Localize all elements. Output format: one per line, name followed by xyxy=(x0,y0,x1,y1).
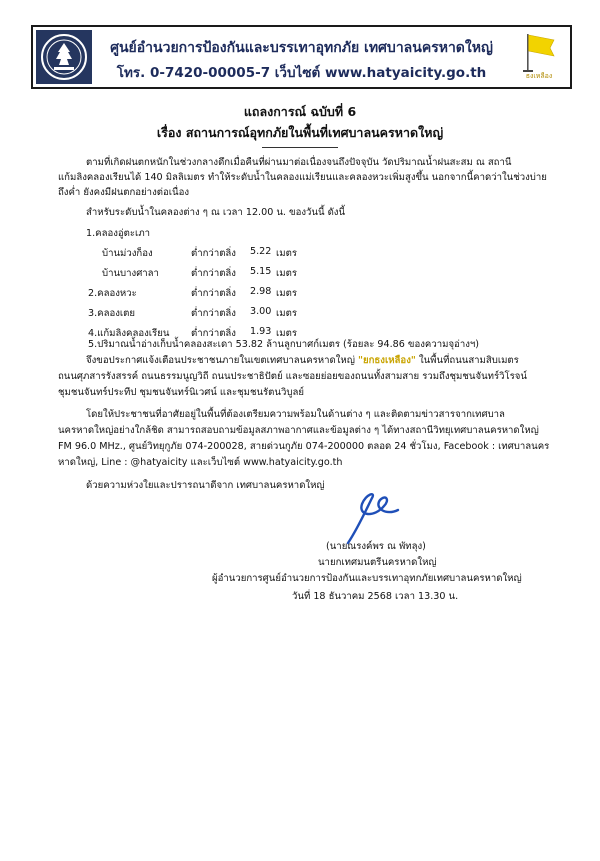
level-status: ต่ำกว่าตลิ่ง xyxy=(191,268,236,279)
yellow-flag-text: "ยกธงเหลือง" xyxy=(357,355,416,366)
municipality-logo xyxy=(36,30,92,84)
warning-line-3: ชุมชนจันทร์ประทีป ชุมชนจันทร์นิเวศน์ และชุมชนรัตนวิบูลย์ xyxy=(58,387,304,398)
letterhead xyxy=(31,25,572,89)
warning-tail: ในพื้นที่ถนนสามสิบเมตร xyxy=(415,355,519,366)
level-name: 1.คลองอู่ตะเภา xyxy=(86,228,151,239)
warning-line-1 xyxy=(86,353,519,368)
reservoir-line: 5.ปริมาณน้ำอ่างเก็บน้ำคลองสะเดา 53.82 ล้านลูกบาศก์เมตร (ร้อยละ 94.86 ของความจุอ่างฯ) xyxy=(88,339,480,350)
announcement-number: แถลงการณ์ ฉบับที่ 6 xyxy=(243,104,357,119)
signing-date: วันที่ 18 ธันวาคม 2568 เวลา 13.30 น. xyxy=(292,591,459,602)
signer-position: นายกเทศมนตรีนครหาดใหญ่ xyxy=(318,557,437,568)
level-name: บ้านม่วงก็อง xyxy=(102,248,153,259)
intro-line-3: ถึงค่ำ ยังคงมีฝนตกอย่างต่อเนื่อง xyxy=(58,187,190,198)
warning-lead: จึงขอประกาศแจ้งเตือนประชาชนภายในเขตเทศบาลนครหาดใหญ่ xyxy=(86,355,358,366)
level-value: 1.93 xyxy=(250,326,272,337)
yellow-flag-icon xyxy=(512,30,566,84)
level-value: 5.15 xyxy=(250,266,272,277)
level-unit: เมตร xyxy=(276,268,297,279)
level-name: 4.แก้มลิงคลองเรียน xyxy=(88,328,170,339)
center-name: ศูนย์อำนวยการป้องกันและบรรเทาอุทกภัย เทศบาลนครหาดใหญ่ xyxy=(110,40,493,56)
signer-name: (นายณรงค์พร ณ พัทลุง) xyxy=(326,541,426,552)
announcement-subject: เรื่อง สถานการณ์อุทกภัยในพื้นที่เทศบาลนครหาดใหญ่ xyxy=(156,125,444,140)
contact-line: โทร. 0-7420-00005-7 เว็บไซต์ www.hatyaicity.go.th xyxy=(116,65,487,81)
level-unit: เมตร xyxy=(276,328,297,339)
level-name: บ้านบางศาลา xyxy=(102,268,159,279)
advice-line-1: โดยให้ประชาชนที่อาศัยอยู่ในพื้นที่ต้องเตรียมความพร้อมในด้านต่าง ๆ และติดตามข่าวสารจากเทศบาล xyxy=(86,409,505,420)
warning-line-2: ถนนศุภสารรังสรรค์ ถนนธรรมนูญวิถี ถนนประชาธิปัตย์ และซอยย่อยของถนนทั้งสามสาย รวมถึงชุมชนจันทร์วิโรจน์ xyxy=(58,371,527,382)
closing-line: ด้วยความห่วงใยและปรารถนาดีจาก เทศบาลนครหาดใหญ่ xyxy=(86,480,325,491)
level-name: 2.คลองหวะ xyxy=(88,288,137,299)
advice-line-3: FM 96.0 MHz., ศูนย์วิทยุกูภัย 074-200028, สายด่วนกูภัย 074-200000 ตลอด 24 ชั่วโมง, Facebook : เทศบาลนคร xyxy=(58,441,550,452)
levels-heading: สำหรับระดับน้ำในคลองต่าง ๆ ณ เวลา 12.00 น. ของวันนี้ ดังนี้ xyxy=(86,207,346,218)
level-value: 2.98 xyxy=(250,286,272,297)
flag-label: ธงเหลือง xyxy=(525,72,553,80)
level-unit: เมตร xyxy=(276,288,297,299)
title-divider xyxy=(262,147,338,148)
level-name: 3.คลองเตย xyxy=(88,308,136,319)
level-unit: เมตร xyxy=(276,248,297,259)
advice-line-4: หาดใหญ่, Line : @hatyaicity และเว็บไซต์ www.hatyaicity.go.th xyxy=(58,457,343,468)
level-row xyxy=(86,226,150,241)
intro-line-1: ตามที่เกิดฝนตกหนักในช่วงกลางดึกเมื่อคืนที่ผ่านมาต่อเนื่องจนถึงปัจจุบัน วัดปริมาณน้ำฝนสะสม ณ สถานี xyxy=(86,157,512,168)
advice-line-2: นครหาดใหญ่อย่างใกล้ชิด สามารถสอบถามข้อมูลสภาพอากาศและข้อมูลต่าง ๆ ได้ทางสถานีวิทยุเทศบาลนครหาดใหญ่ xyxy=(58,425,539,436)
level-status: ต่ำกว่าตลิ่ง xyxy=(191,288,236,299)
intro-line-2: แก้มลิงคลองเรียนได้ 140 มิลลิเมตร ทำให้ระดับน้ำในคลองแม่เรียนและคลองหวะเพิ่มสูงขึ้น นอกจากนี้คาดว่าในช่วงบ่าย xyxy=(58,172,547,183)
level-status: ต่ำกว่าตลิ่ง xyxy=(191,248,236,259)
level-value: 5.22 xyxy=(250,246,272,257)
level-unit: เมตร xyxy=(276,308,297,319)
level-status: ต่ำกว่าตลิ่ง xyxy=(191,308,236,319)
signer-role: ผู้อำนวยการศูนย์อำนวยการป้องกันและบรรเทาอุทกภัยเทศบาลนครหาดใหญ่ xyxy=(212,573,522,584)
level-status: ต่ำกว่าตลิ่ง xyxy=(191,328,236,339)
level-value: 3.00 xyxy=(250,306,272,317)
